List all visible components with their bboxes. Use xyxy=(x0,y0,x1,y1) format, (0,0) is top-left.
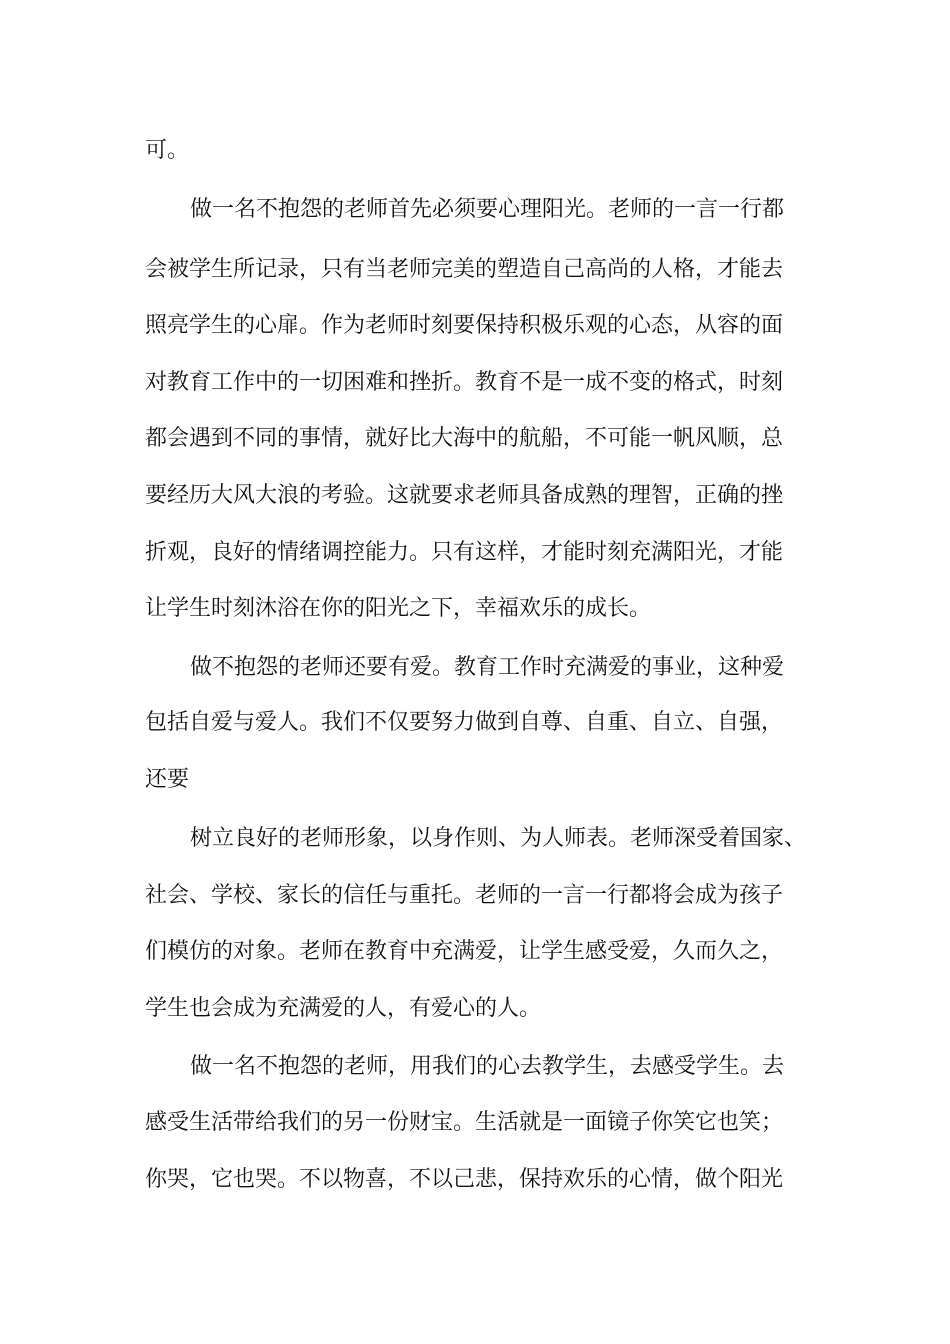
text-line: 包括自爱与爱人。我们不仅要努力做到自尊、自重、自立、自强， xyxy=(145,710,784,735)
text-line: 社会、学校、家长的信任与重托。老师的一言一行都将会成为孩子 xyxy=(145,883,784,908)
text-line: 都会遇到不同的事情，就好比大海中的航船，不可能一帆风顺，总 xyxy=(145,426,784,451)
text-line: 还要 xyxy=(145,767,190,792)
paragraph-start: 树立良好的老师形象，以身作则、为人师表。老师深受着国家、 xyxy=(190,826,807,851)
text-line: 可。 xyxy=(145,138,190,163)
text-line: 们模仿的对象。老师在教育中充满爱，让学生感受爱，久而久之， xyxy=(145,939,784,964)
text-line: 照亮学生的心扉。作为老师时刻要保持积极乐观的心态，从容的面 xyxy=(145,313,784,338)
text-line: 感受生活带给我们的另一份财宝。生活就是一面镜子你笑它也笑； xyxy=(145,1110,784,1135)
paragraph-start: 做一名不抱怨的老师首先必须要心理阳光。老师的一言一行都 xyxy=(190,197,785,222)
text-line: 会被学生所记录，只有当老师完美的塑造自己高尚的人格，才能去 xyxy=(145,257,784,282)
paragraph-start: 做不抱怨的老师还要有爱。教育工作时充满爱的事业，这种爱 xyxy=(190,655,785,680)
paragraph-start: 做一名不抱怨的老师，用我们的心去教学生，去感受学生。去 xyxy=(190,1054,785,1079)
text-line: 折观，良好的情绪调控能力。只有这样，才能时刻充满阳光，才能 xyxy=(145,540,784,565)
text-line: 要经历大风大浪的考验。这就要求老师具备成熟的理智，正确的挫 xyxy=(145,483,784,508)
text-line: 让学生时刻沐浴在你的阳光之下，幸福欢乐的成长。 xyxy=(145,596,652,621)
text-line: 你哭，它也哭。不以物喜，不以己悲，保持欢乐的心情，做个阳光 xyxy=(145,1167,784,1192)
text-line: 对教育工作中的一切困难和挫折。教育不是一成不变的格式，时刻 xyxy=(145,370,784,395)
text-line: 学生也会成为充满爱的人，有爱心的人。 xyxy=(145,996,542,1021)
